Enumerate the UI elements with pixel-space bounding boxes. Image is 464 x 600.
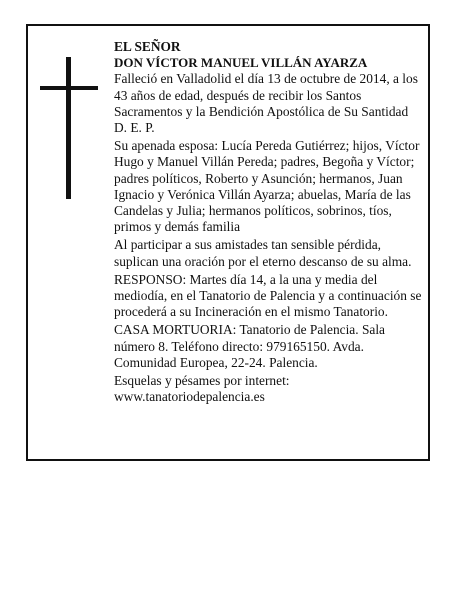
prayer-request: Al participar a sus amistades tan sensible pérdida, suplican una oración por el eterno descanso de su alma. xyxy=(114,237,412,269)
obituary-title: EL SEÑOR xyxy=(114,39,181,54)
online-condolences-label: Esquelas y pésames por internet: xyxy=(114,373,290,389)
death-details: Falleció en Valladolid el día 13 de octubre de 2014, a los 43 años de edad, después de recibir los Santos Sacramentos y la Bendición Apostólica de Su Santidad xyxy=(114,71,418,119)
cross-horizontal-bar xyxy=(40,86,98,90)
online-condolences-url: www.tanatoriodepalencia.es xyxy=(114,389,265,405)
rest-in-peace: D. E. P. xyxy=(114,120,155,136)
obituary-text xyxy=(114,39,426,405)
mortuary-details: CASA MORTUORIA: Tanatorio de Palencia. Sala número 8. Teléfono directo: 979165150. Avda. Comunidad Europea, 22-24. Palencia. xyxy=(114,322,385,370)
deceased-name: DON VÍCTOR MANUEL VILLÁN AYARZA xyxy=(114,55,368,71)
cross-vertical-bar xyxy=(66,57,71,199)
service-details: RESPONSO: Martes día 14, a la una y media del mediodía, en el Tanatorio de Palencia y a continuación se procederá a su Incineración en el mismo Tanatorio. xyxy=(114,271,422,320)
obituary-notice xyxy=(26,24,430,461)
family-list: Su apenada esposa: Lucía Pereda Gutiérrez; hijos, Víctor Hugo y Manuel Villán Pereda; padres, Begoña y Víctor; padres políticos, Roberto y Asunción; hermanos, Juan Ignacio y Verónica Villán Ayarza; abuelas, María de las Candelas y Julia; hermanos políticos, sobrinos, tíos, primos y demás familia xyxy=(114,138,420,235)
cross-icon xyxy=(40,57,98,199)
